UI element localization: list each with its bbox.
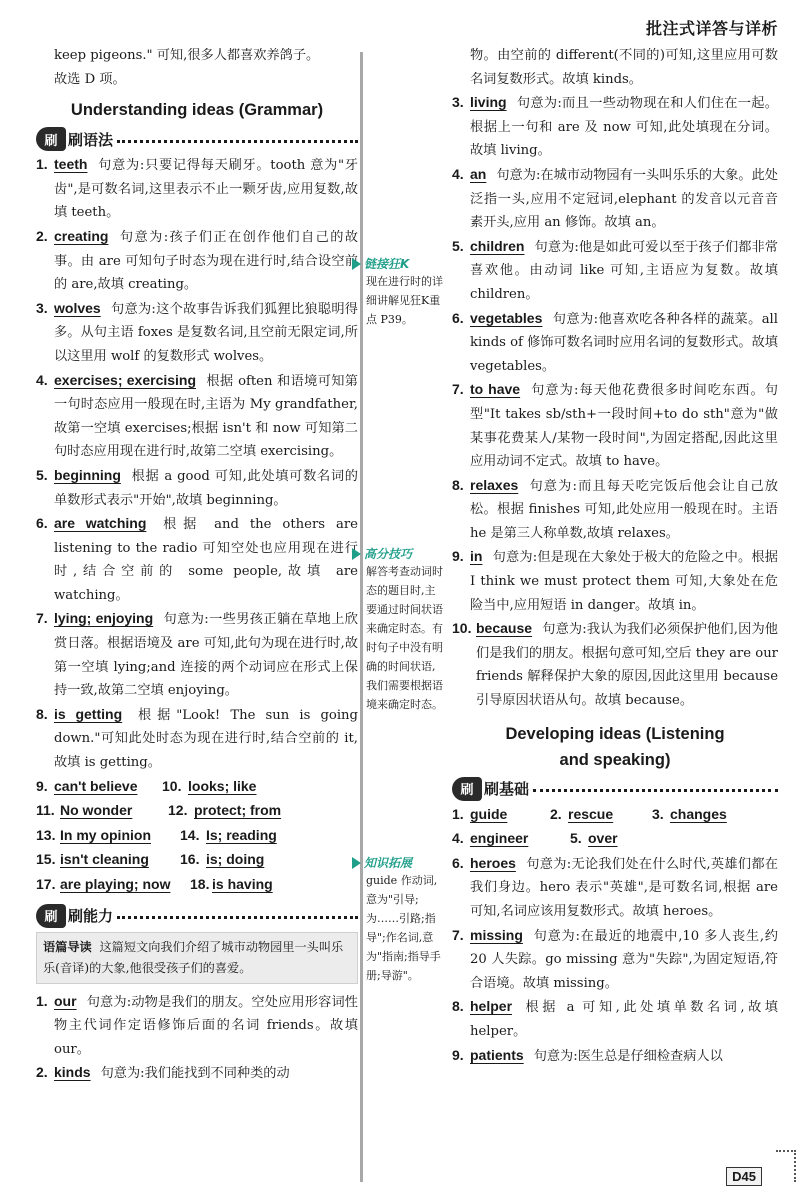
right-column <box>452 44 778 1198</box>
explanation: 句意为:动物是我们的朋友。空处应用形容词性物主代词作定语修饰后面的名词 friends。故填 our。 <box>54 994 358 1057</box>
item-number: 5. <box>570 830 582 847</box>
answer-pair <box>180 824 287 849</box>
note-head <box>352 255 444 272</box>
section-title: Developing ideas (Listening <box>505 724 725 743</box>
answer-pair-row <box>36 799 358 824</box>
item-number: 8. <box>452 998 464 1015</box>
answer: helper <box>470 998 513 1015</box>
answer: over <box>588 830 618 847</box>
answer: isn't cleaning <box>60 851 149 868</box>
section-title: and speaking) <box>559 750 671 769</box>
note-title: 高分技巧 <box>364 547 413 561</box>
answer-pair-row <box>36 824 358 849</box>
list-item <box>452 163 778 235</box>
margin-note <box>366 545 444 714</box>
answer: looks; like <box>188 777 257 794</box>
answer: an <box>470 165 487 182</box>
item-number: 5. <box>452 237 464 254</box>
margin-note <box>366 255 444 329</box>
item-number: 4. <box>452 165 464 182</box>
answer: living <box>470 94 507 111</box>
answer: missing <box>470 926 523 943</box>
answer-pair <box>36 799 168 824</box>
guide-text: 这篇短文向我们介绍了城市动物园里一头叫乐乐(音译)的大象,他很受孩子们的喜爱。 <box>43 939 344 975</box>
brush-icon: 刷 <box>36 127 66 151</box>
item-number: 7. <box>452 381 464 398</box>
answer-pair <box>36 873 190 898</box>
explanation: 句意为:我认为我们必须保护他们,因为他们是我们的朋友。根据句意可知,空后 they are our friends 解释保护大象的原因,因此这里用 because 引导原因状语从句。故填 because。 <box>476 622 778 709</box>
note-body: 现在进行时的详细讲解见狂K重点 P39。 <box>366 275 443 326</box>
item-number: 7. <box>452 926 464 943</box>
answer: heroes <box>470 854 516 871</box>
intro-line: keep pigeons." 可知,很多人都喜欢养鸽子。 <box>54 48 320 63</box>
explanation: 句意为:孩子们正在创作他们自己的故事。由 are 可知句子时态为现在进行时,结合设空前的 are,故填 creating。 <box>54 229 358 293</box>
explanation: 句意为:他喜欢吃各种各样的蔬菜。all kinds of 修饰可数名词时应用名词的复数形式。故填 vegetables。 <box>470 311 778 374</box>
item-number: 10. <box>162 777 182 794</box>
brush-icon: 刷 <box>452 777 482 801</box>
answer: guide <box>470 805 508 822</box>
answer: engineer <box>470 830 529 847</box>
dotted-divider <box>533 789 778 792</box>
answer-pair <box>36 775 162 800</box>
margin-rule <box>360 52 363 1182</box>
answer: beginning <box>54 466 121 483</box>
list-item <box>36 153 358 225</box>
tag-label: 刷基础 <box>484 780 530 799</box>
answer: is having <box>212 876 273 892</box>
note-head <box>352 854 444 871</box>
answer-pair <box>570 827 628 852</box>
list-item <box>36 369 358 464</box>
answer-pair <box>190 873 283 898</box>
explanation: 句意为:而且每天吃完饭后他会让自己放松。根据 finishes 可知,此处应用一般现在时。主语 he 是第三人称单数,故填 relaxes。 <box>470 478 778 541</box>
item-number: 6. <box>36 515 48 532</box>
explanation: 句意为:这个故事告诉我们狐狸比狼聪明得多。从句主语 foxes 是复数名词,且空前无限定词,所以这里用 wolf 的复数形式 wolves。 <box>54 301 358 364</box>
answer: exercises; exercising <box>54 371 197 388</box>
item-number: 2. <box>550 805 562 822</box>
answer-pair <box>36 824 180 849</box>
item-number: 13. <box>36 826 56 843</box>
margin-notes <box>360 0 444 1198</box>
answer: vegetables <box>470 309 543 326</box>
explanation: 句意为:而且一些动物现在和人们住在一起。根据上一句和 are 及 now 可知,此处填现在分词。故填 living。 <box>470 96 778 159</box>
answer-pair-row <box>36 848 358 873</box>
item-number: 9. <box>452 548 464 565</box>
explanation: 根据"Look! The sun is going down."可知此处时态为现在进行时,结合空前的 it,故填 is getting。 <box>54 707 358 771</box>
list-item <box>452 1044 778 1069</box>
answer: rescue <box>568 805 614 822</box>
item-number: 9. <box>452 1046 464 1063</box>
item-number: 1. <box>36 156 48 173</box>
item-number: 8. <box>36 705 48 722</box>
item-number: 18. <box>190 876 210 892</box>
list-item <box>36 703 358 775</box>
answer: to have <box>470 381 521 398</box>
list-item <box>452 995 778 1043</box>
explanation: 根据 a good 可知,此处填可数名词的单数形式表示"开始",故填 beginning。 <box>54 468 358 508</box>
answer: are watching <box>54 515 147 532</box>
answer: patients <box>470 1046 524 1063</box>
note-head <box>352 545 444 562</box>
list-item <box>452 617 778 712</box>
answer: In my opinion <box>60 826 151 843</box>
note-body: 解答考查动词时态的题目时,主要通过时间状语来确定时态。有时句子中没有明确的时间状语,我们需要根据语境来确定时态。 <box>366 565 443 711</box>
item-number: 8. <box>452 476 464 493</box>
answer: relaxes <box>470 476 519 493</box>
explanation: 句意为:只要记得每天刷牙。tooth 意为"牙齿",是可数名词,这里表示不止一颗牙齿,应用复数,故填 teeth。 <box>54 158 358 221</box>
answer: protect; from <box>194 802 282 819</box>
explanation: 句意为:每天他花费很多时间吃东西。句型"It takes sb/sth+一段时间+to do sth"意为"做某事花费某人/某物一段时间",为固定搭配,因此这里应用动词不定式。故填 to have。 <box>470 383 778 470</box>
list-item <box>36 1061 358 1086</box>
item-number: 7. <box>36 610 48 627</box>
item-number: 1. <box>452 805 464 822</box>
answer-pair <box>162 775 266 800</box>
answer: can't believe <box>54 777 138 794</box>
item-number: 2. <box>36 227 48 244</box>
answer: No wonder <box>60 802 133 819</box>
answer-pair <box>180 848 274 873</box>
dotted-divider <box>117 140 358 143</box>
answer: lying; enjoying <box>54 610 154 627</box>
note-body: guide 作动词,意为"引导;为……引路;指导";作名词,意为"指南;指导手册;导游"。 <box>366 874 441 982</box>
answer: Is; reading <box>206 826 277 843</box>
answer: are playing; now <box>60 876 171 892</box>
explanation: 句意为:在最近的地震中,10 多人丧生,约 20 人失踪。go missing 意为"失踪",为固定短语,符合语境。故填 missing。 <box>470 928 778 991</box>
explanation: 句意为:我们能找到不同种类的动 <box>100 1066 290 1082</box>
note-title: 知识拓展 <box>364 856 413 870</box>
answer-row <box>452 827 778 852</box>
guide-label: 语篇导读 <box>43 939 92 954</box>
continued-text: 物。由空前的 different(不同的)可知,这里应用可数名词复数形式。故填 kinds。 <box>470 48 778 87</box>
item-number: 3. <box>36 299 48 316</box>
explanation: 句意为:他是如此可爱以至于孩子们都非常喜欢他。由动词 like 可知,主语应为复数。故填 children。 <box>470 239 778 302</box>
answer: creating <box>54 227 109 244</box>
corner-dots <box>776 1150 796 1182</box>
triangle-icon <box>352 258 361 270</box>
answer-pair-row <box>36 775 358 800</box>
answer: children <box>470 237 525 254</box>
item-number: 2. <box>36 1064 48 1081</box>
list-item <box>452 474 778 546</box>
item-number: 9. <box>36 777 48 794</box>
item-number: 4. <box>36 371 48 388</box>
page-number: D45 <box>726 1167 762 1186</box>
explanation: 句意为:医生总是仔细检查病人以 <box>533 1048 723 1064</box>
explanation: 根据 and the others are listening to the radio 可知空处也应用现在进行时,结合空前的 some people,故填 are watching。 <box>54 517 358 603</box>
tag-label: 刷能力 <box>68 907 114 926</box>
list-item <box>452 378 778 473</box>
item-number: 1. <box>36 992 48 1009</box>
list-item <box>36 990 358 1062</box>
explanation: 句意为:在城市动物园有一头叫乐乐的大象。此处泛指一头,应用不定冠词,elephant 的发音以元音音素开头,应用 an 修饰。故填 an。 <box>470 167 778 231</box>
explanation: 句意为:无论我们处在什么时代,英雄们都在我们身边。hero 表示"英雄",是可数名词,根据 are 可知,名词应该用复数形式。故填 heroes。 <box>470 856 778 919</box>
answer: is getting <box>54 705 123 722</box>
item-number: 14. <box>180 826 200 843</box>
tag-basics <box>452 777 778 801</box>
answer: our <box>54 992 77 1009</box>
list-item <box>452 545 778 617</box>
answer: kinds <box>54 1064 91 1081</box>
item-number: 4. <box>452 830 464 847</box>
item-number: 3. <box>452 94 464 111</box>
list-item <box>452 852 778 924</box>
item-number: 17. <box>36 876 56 892</box>
explanation: 句意为:但是现在大象处于极大的危险之中。根据 I think we must protect them 可知,大象处在危险当中,应用短语 in danger。故填 in。 <box>470 550 778 613</box>
item-number: 3. <box>652 805 664 822</box>
answer: wolves <box>54 299 101 316</box>
item-number: 16. <box>180 851 200 868</box>
triangle-icon <box>352 548 361 560</box>
explanation: 根据 a 可知,此处填单数名词,故填 helper。 <box>470 1000 778 1039</box>
answer-pair-row <box>36 873 358 898</box>
list-item <box>36 297 358 369</box>
margin-note <box>366 854 444 985</box>
answer: in <box>470 548 483 565</box>
list-item <box>452 924 778 996</box>
answer: changes <box>670 805 727 822</box>
tag-grammar <box>36 127 358 151</box>
item-number: 6. <box>452 854 464 871</box>
answer-pair <box>168 799 291 824</box>
answer-pair <box>652 803 737 828</box>
list-item <box>452 235 778 307</box>
item-number: 6. <box>452 309 464 326</box>
section-title: Understanding ideas (Grammar) <box>70 101 324 120</box>
list-item <box>36 512 358 607</box>
answer-pair <box>452 827 570 852</box>
reading-guide <box>36 932 358 984</box>
item-number: 5. <box>36 466 48 483</box>
answer: because <box>476 620 533 637</box>
explanation: 根据 often 和语境可知第一句时态应用一般现在时,主语为 My grandfather,故第一空填 exercises;根据 isn't 和 now 可知第二句时态应用现在进行时,故第二空填 exercising。 <box>54 373 358 460</box>
brush-icon: 刷 <box>36 904 66 928</box>
list-item <box>36 607 358 702</box>
list-item <box>452 307 778 379</box>
intro-line: 故选 D 项。 <box>54 71 126 87</box>
tag-label: 刷语法 <box>68 130 114 149</box>
answer-pair <box>550 803 652 828</box>
left-column <box>36 44 358 1198</box>
list-item <box>36 225 358 297</box>
list-item <box>36 464 358 512</box>
item-number: 12. <box>168 802 188 819</box>
explanation: 句意为:一些男孩正躺在草地上欣赏日落。根据语境及 are 可知,此句为现在进行时,故第一空填 lying;and 连接的两个动词应在形式上保持一致,故第二空填 enjoying。 <box>54 612 358 699</box>
answer: teeth <box>54 156 88 173</box>
note-title: 链接狂K <box>364 257 410 271</box>
list-item <box>452 91 778 163</box>
item-number: 15. <box>36 851 56 868</box>
answer-pair <box>36 848 180 873</box>
tag-ability <box>36 904 358 928</box>
header-title: 批注式详答与详析 <box>645 19 778 38</box>
answer-pair <box>452 803 550 828</box>
dotted-divider <box>117 916 358 919</box>
answer: is; doing <box>206 851 265 868</box>
item-number: 10. <box>452 620 472 637</box>
answer-row <box>452 803 778 828</box>
item-number: 11. <box>36 802 55 819</box>
triangle-icon <box>352 857 361 869</box>
